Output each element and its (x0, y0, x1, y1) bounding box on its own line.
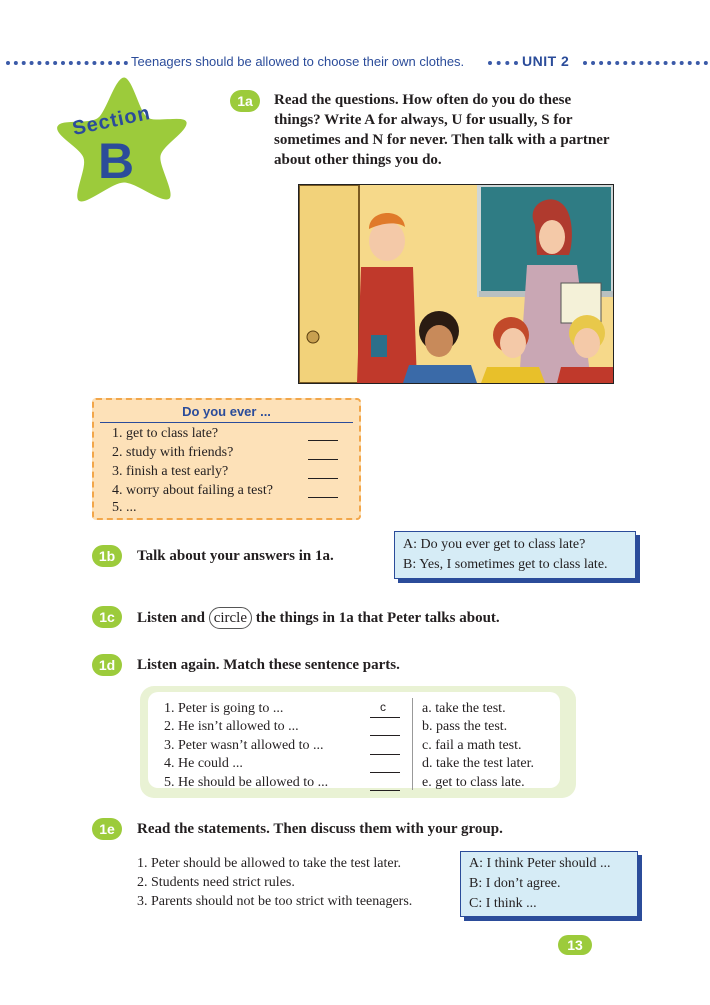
instruction-1c-before: Listen and (137, 610, 205, 626)
match-blank[interactable] (370, 790, 400, 791)
header-title: Teenagers should be allowed to choose their own clothes. (131, 54, 465, 69)
example-answer: c (380, 700, 386, 714)
match-blank[interactable] (370, 717, 400, 718)
section-word: Section (70, 102, 153, 141)
unit-label: UNIT 2 (522, 53, 570, 69)
left-item: 3. Peter wasn’t allowed to ... (164, 738, 324, 753)
list-item: 3. finish a test early? (112, 464, 229, 479)
dialogue-box-1b (394, 531, 636, 579)
header-dots-right (583, 61, 708, 69)
instruction-1c (137, 607, 500, 629)
right-item: a. take the test. (422, 701, 506, 716)
instruction-1c-after: the things in 1a that Peter talks about. (255, 610, 500, 626)
match-blank[interactable] (370, 735, 400, 736)
instruction-1d: Listen again. Match these sentence parts. (137, 657, 400, 673)
instruction-1a-line1: Read the questions. How often do you do these (274, 92, 572, 108)
dialogue-box-1e (460, 851, 638, 917)
statement: 3. Parents should not be too strict with teenagers. (137, 894, 413, 909)
instruction-1a-line3: sometimes and N for never. Then talk with a partner (274, 132, 610, 148)
badge-1e: 1e (92, 818, 122, 840)
page-number: 13 (558, 935, 592, 955)
badge-1d: 1d (92, 654, 122, 676)
match-blank[interactable] (370, 772, 400, 773)
header-dots-left (6, 61, 128, 69)
statement: 1. Peter should be allowed to take the test later. (137, 856, 401, 871)
answer-blank[interactable] (308, 478, 338, 479)
section-star (52, 70, 192, 210)
answer-blank[interactable] (308, 440, 338, 441)
section-letter: B (98, 133, 135, 189)
column-divider (412, 698, 413, 790)
badge-1b: 1b (92, 545, 122, 567)
dialogue-line: A: Do you ever get to class late? (403, 537, 586, 552)
statement: 2. Students need strict rules. (137, 875, 295, 890)
left-item: 5. He should be allowed to ... (164, 775, 329, 790)
dialogue-line: A: I think Peter should ... (469, 856, 611, 871)
box-rule (100, 422, 353, 423)
answer-blank[interactable] (308, 497, 338, 498)
answer-blank[interactable] (308, 459, 338, 460)
left-item: 4. He could ... (164, 756, 243, 771)
left-item: 1. Peter is going to ... (164, 701, 284, 716)
list-item: 5. ... (112, 500, 137, 515)
match-blank[interactable] (370, 754, 400, 755)
do-you-ever-box (92, 398, 361, 520)
right-item: e. get to class late. (422, 775, 525, 790)
list-item: 1. get to class late? (112, 426, 219, 441)
instruction-1a-line4: about other things you do. (274, 152, 442, 168)
header-dots-mid (488, 61, 518, 69)
instruction-1e: Read the statements. Then discuss them with your group. (137, 821, 503, 837)
instruction-1b: Talk about your answers in 1a. (137, 548, 334, 564)
classroom-illustration (298, 184, 614, 384)
dialogue-line: B: Yes, I sometimes get to class late. (403, 557, 608, 572)
matching-inner (148, 692, 560, 788)
matching-box (140, 686, 576, 798)
dialogue-line: B: I don’t agree. (469, 876, 561, 891)
left-item: 2. He isn’t allowed to ... (164, 719, 299, 734)
right-item: c. fail a math test. (422, 738, 522, 753)
right-item: b. pass the test. (422, 719, 508, 734)
dialogue-line: C: I think ... (469, 896, 537, 911)
instruction-1a-line2: things? Write A for always, U for usually, S for (274, 112, 573, 128)
list-item: 4. worry about failing a test? (112, 483, 273, 498)
badge-1a: 1a (230, 90, 260, 112)
box-title: Do you ever ... (182, 404, 271, 419)
list-item: 2. study with friends? (112, 445, 234, 460)
right-item: d. take the test later. (422, 756, 534, 771)
badge-1c: 1c (92, 606, 122, 628)
circled-word: circle (209, 607, 252, 629)
